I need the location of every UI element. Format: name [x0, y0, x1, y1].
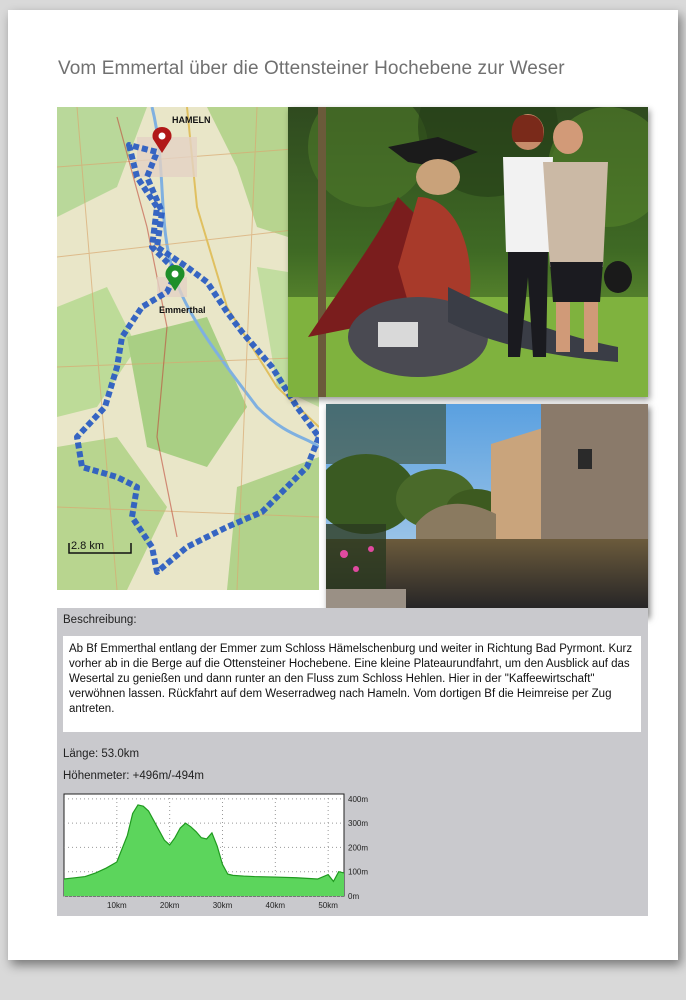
map-label-hameln: HAMELN: [172, 115, 211, 125]
tour-info-panel: [57, 608, 648, 916]
photo-castle-moat: [326, 404, 648, 616]
y-tick-label: 400m: [348, 794, 369, 804]
x-tick-label: 40km: [265, 901, 286, 910]
description-label: Beschreibung:: [63, 614, 137, 626]
elevation-stat: Höhenmeter: +496m/-494m: [63, 770, 204, 782]
route-map-graphic: [57, 107, 319, 590]
page-title: Vom Emmertal über die Ottensteiner Hochebene zur Weser: [58, 58, 565, 79]
length-stat: Länge: 53.0km: [63, 748, 140, 760]
y-tick-label: 0m: [348, 892, 360, 901]
route-map[interactable]: [57, 107, 319, 590]
x-tick-label: 20km: [159, 901, 180, 910]
y-tick-label: 300m: [348, 819, 369, 829]
y-tick-label: 200m: [348, 843, 369, 853]
x-tick-label: 30km: [212, 901, 233, 910]
scale-label: 2.8 km: [71, 540, 105, 552]
photo-couple-with-sculpture: [288, 107, 648, 397]
y-tick-label: 100m: [348, 867, 369, 877]
description-box: [63, 636, 641, 732]
elevation-profile-svg: [57, 790, 648, 916]
map-label-emmerthal: Emmerthal: [159, 305, 206, 315]
x-tick-label: 50km: [318, 901, 338, 910]
description-text: Ab Bf Emmerthal entlang der Emmer zum Schloss Hämelschenburg und weiter in Richtung Bad Pyrmont. Kurz vorher ab in die Berge auf die Ottensteiner Hochebene. Eine kleine Plateaurundfahrt, um den Ausblick auf das Wesertal zu genießen und dann runter an den Fluss zum Schloss Hehlen. Hier in der "Kaffeewirtschaft" verwöhnen lassen. Rückfahrt auf dem Weserradweg nach Hameln. Vom dortigen Bf die Heimreise per Zug antreten.: [69, 643, 633, 715]
x-tick-label: 10km: [107, 901, 127, 910]
elevation-profile-chart: [57, 790, 648, 916]
